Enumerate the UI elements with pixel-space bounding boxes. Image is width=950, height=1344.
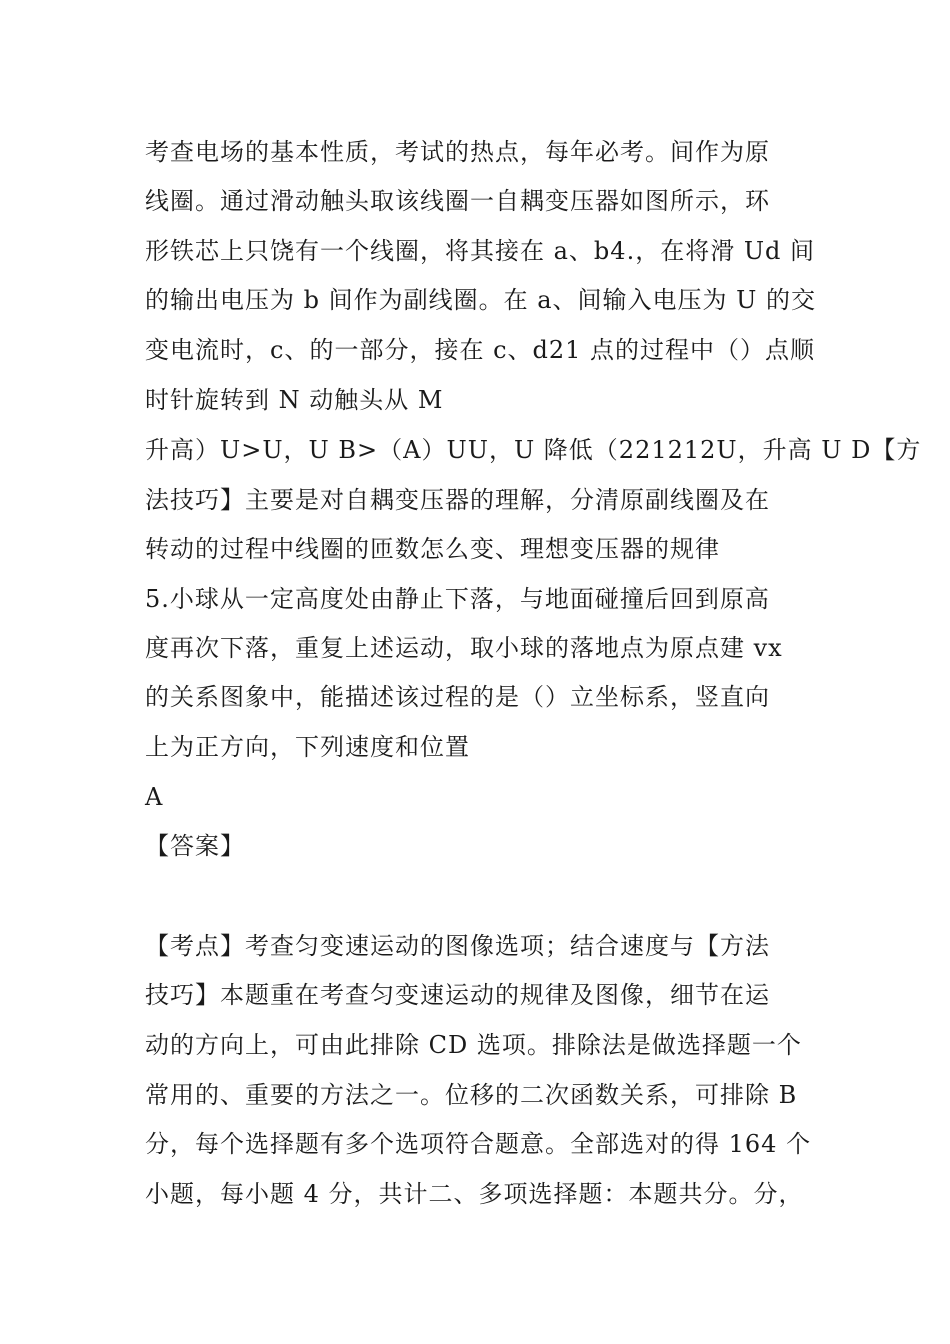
- text-line: 小题，每小题 4 分，共计二、多项选择题：本题共分。分，: [145, 1180, 804, 1208]
- text-line: 的输出电压为 b 间作为副线圈。在 a、间输入电压为 U 的交: [145, 286, 817, 314]
- text-line: 5.小球从一定高度处由静止下落，与地面碰撞后回到原高: [145, 585, 770, 613]
- text-line: 上为正方向，下列速度和位置: [145, 733, 470, 761]
- text-line: 常用的、重要的方法之一。位移的二次函数关系，可排除 B: [145, 1081, 798, 1109]
- text-line: 度再次下落，重复上述运动，取小球的落地点为原点建 vx: [145, 634, 783, 662]
- answer-heading: 【答案】: [145, 832, 245, 860]
- text-line: 动的方向上，可由此排除 CD 选项。排除法是做选择题一个: [145, 1031, 802, 1059]
- text-line: 变电流时，c、的一部分，接在 c、d21 点的过程中（）点顺: [145, 336, 816, 364]
- text-line: 技巧】本题重在考查匀变速运动的规律及图像，细节在运: [145, 981, 770, 1009]
- answer-option: A: [145, 783, 164, 811]
- text-line: 法技巧】主要是对自耦变压器的理解，分清原副线圈及在: [145, 486, 770, 514]
- text-line: 的关系图象中，能描述该过程的是（）立坐标系，竖直向: [145, 683, 770, 711]
- text-line: 时针旋转到 N 动触头从 M: [145, 386, 444, 414]
- text-line: 分，每个选择题有多个选项符合题意。全部选对的得 164 个: [145, 1130, 812, 1158]
- text-line: 形铁芯上只饶有一个线圈，将其接在 a、b4.，在将滑 Ud 间: [145, 237, 816, 265]
- text-line: 线圈。通过滑动触头取该线圈一自耦变压器如图所示，环: [145, 187, 770, 215]
- text-line: 考查电场的基本性质，考试的热点，每年必考。间作为原: [145, 138, 770, 166]
- text-line: 【考点】考查匀变速运动的图像选项；结合速度与【方法: [145, 932, 770, 960]
- text-line: 转动的过程中线圈的匝数怎么变、理想变压器的规律: [145, 535, 720, 563]
- text-line: 升高）U>U，U B>（A）UU，U 降低（221212U，升高 U D【方: [145, 436, 922, 464]
